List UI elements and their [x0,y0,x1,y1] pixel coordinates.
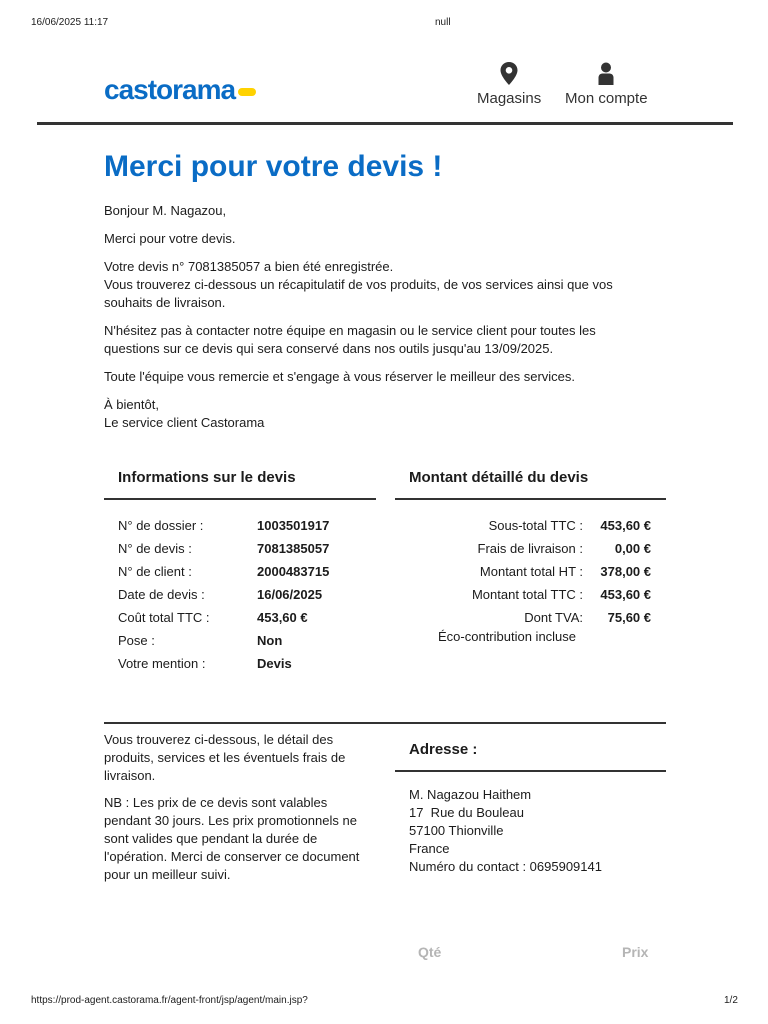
address-divider [395,770,666,772]
address-contact: Numéro du contact : 0695909141 [409,859,602,874]
info-label: N° de devis : [118,541,192,556]
address-country: France [409,841,450,856]
info-label: Votre mention : [118,656,206,671]
info-value: 16/06/2025 [257,587,323,602]
castorama-logo[interactable] [104,76,256,104]
amount-value: 75,60 € [607,610,651,625]
address-street: 17 Rue du Bouleau [409,805,524,820]
logo-wordmark: castorama [104,74,236,105]
nav-account[interactable] [565,62,648,107]
quote-amount-divider [395,498,666,500]
amount-row-total-ttc [405,583,651,606]
quote-amount-title: Montant détaillé du devis [409,469,589,486]
info-value: Non [257,633,283,648]
info-label: Date de devis : [118,587,205,602]
info-row-client [118,560,329,583]
signoff [104,396,644,432]
registration-line: Votre devis n° 7081385057 a bien été enregistrée. [104,259,394,274]
contact-message: N'hésitez pas à contacter notre équipe en magasin ou le service client pour toutes les questions sur ce devis qui sera conservé dans nos outils jusqu'au 13/09/2025. [104,323,596,356]
nav-stores[interactable] [477,62,541,107]
print-page-number: 1/2 [724,995,738,1006]
address-title: Adresse : [409,741,478,758]
amount-label: Frais de livraison : [477,541,583,556]
amount-value: 453,60 € [600,518,651,533]
section-divider [104,722,666,724]
amount-row-delivery [405,537,651,560]
address-block [409,786,602,876]
address-name: M. Nagazou Haithem [409,787,532,802]
detail-intro: Vous trouverez ci-dessous, le détail des produits, services et les éventuels frais de livraison. [104,732,346,783]
info-row-dossier [118,514,329,537]
thanks-message: Merci pour votre devis. [104,231,236,246]
info-label: N° de dossier : [118,518,204,533]
amount-value: 378,00 € [600,564,651,579]
print-url: https://prod-agent.castorama.fr/agent-front/jsp/agent/main.jsp? [31,995,308,1006]
info-value: 7081385057 [257,541,330,556]
eco-contribution-note: Éco-contribution incluse [438,629,577,644]
quote-info-divider [104,498,376,500]
info-label: Pose : [118,633,155,648]
amount-label: Montant total TTC : [471,587,583,602]
map-pin-icon [500,62,518,85]
amount-row-tva [405,606,651,629]
amount-label: Dont TVA: [524,610,583,625]
intro-text [104,202,644,442]
user-icon [597,62,615,85]
amount-value: 0,00 € [614,541,651,556]
amount-row-total-ht [405,560,651,583]
header-divider [37,122,733,125]
info-value: Devis [257,656,292,671]
info-row-pose [118,629,329,652]
amount-label: Montant total HT : [479,564,583,579]
amount-row-subtotal [405,514,651,537]
signoff-greeting: À bientôt, [104,397,159,412]
detail-notes [104,731,376,893]
quote-amount-table [405,514,651,629]
print-page-title: null [435,17,451,28]
summary-line: Vous trouverez ci-dessous un récapitulatif de vos produits, de vos services ainsi que vos souhaits de livraison. [104,277,613,310]
amount-value: 453,60 € [600,587,651,602]
page-title: Merci pour votre devis ! [104,150,443,183]
info-row-mention [118,652,329,675]
info-value: 1003501917 [257,518,330,533]
info-row-total [118,606,329,629]
info-value: 2000483715 [257,564,330,579]
info-value: 453,60 € [257,610,308,625]
address-city: 57100 Thionville [409,823,504,838]
info-row-devis [118,537,329,560]
quote-info-title: Informations sur le devis [118,469,296,486]
column-header-price: Prix [622,944,649,960]
info-label: N° de client : [118,564,192,579]
column-header-quantity: Qté [418,944,442,960]
greeting: Bonjour M. Nagazou, [104,203,227,218]
logo-accent-bar [238,88,256,96]
info-label: Coût total TTC : [118,610,210,625]
amount-label: Sous-total TTC : [488,518,583,533]
registration-message [104,258,644,312]
team-message: Toute l'équipe vous remercie et s'engage à vous réserver le meilleur des services. [104,369,576,384]
info-row-date [118,583,329,606]
price-validity-note: NB : Les prix de ce devis sont valables pendant 30 jours. Les prix promotionnels ne sont valides que pendant la durée de l'opération. Merci de conserver ce document pour un meilleur suivi. [104,795,360,882]
nav-stores-label: Magasins [477,90,542,107]
quote-info-table [118,514,329,675]
nav-account-label: Mon compte [565,90,648,107]
signoff-signature: Le service client Castorama [104,415,265,430]
print-datetime: 16/06/2025 11:17 [31,17,109,28]
